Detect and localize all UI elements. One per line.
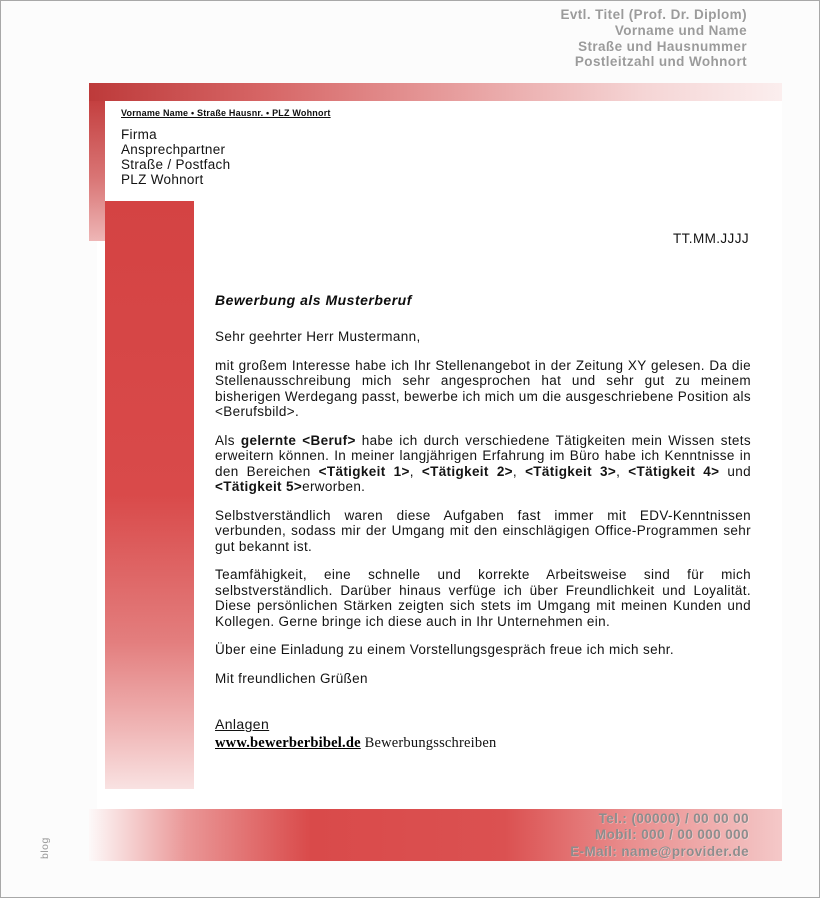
paragraph-text: habe ich durch verschiedene Tätigkeiten mein Wissen stets erweitern können. In meiner langjährigen Erfahrung im Büro habe ich Kenntnisse in den Bereichen — [215, 432, 751, 479]
date-placeholder: TT.MM.JJJJ — [673, 231, 749, 246]
paragraph-text: Als — [215, 432, 241, 448]
footer-gradient-bar — [89, 809, 782, 861]
closing-salutation: Mit freundlichen Grüßen — [215, 670, 368, 686]
footer-link-line — [215, 736, 751, 752]
link-suffix-text: Bewerbungsschreiben — [364, 734, 497, 751]
body-paragraph-5: Über eine Einladung zu einem Vorstellungsgespräch freue ich mich sehr. — [215, 642, 674, 657]
placeholder-taetigkeit-3: <Tätigkeit 3> — [525, 463, 617, 479]
paragraph-text: und — [719, 463, 751, 479]
letterhead-sender-block — [560, 7, 747, 70]
attachments-section — [215, 717, 751, 751]
placeholder-taetigkeit-4: <Tätigkeit 4> — [628, 463, 720, 479]
footer-phone: Tel.: (00000) / 00 00 00 — [598, 811, 749, 826]
bewerberbibel-link[interactable]: www.bewerberbibel.de — [215, 734, 361, 751]
side-gradient-bar — [105, 201, 194, 789]
body-paragraph-4: Teamfähigkeit, eine schnelle und korrekte Arbeitsweise sind für mich selbstverständlich. Darüber hinaus verfüge ich über Freundlichkeit und Loyalität. Diese persönlichen Stärken zeigten sich stets im Umgang mit meinen Kunden und Kollegen. Gerne bringe ich diese auch in Ihr Unternehmen ein. — [215, 567, 751, 629]
footer-email: E-Mail: name@provider.de — [570, 843, 749, 859]
paragraph-text: erworben. — [302, 479, 366, 494]
body-paragraph-3: Selbstverständlich waren diese Aufgaben fast immer mit EDV-Kenntnissen verbunden, sodass mir der Umgang mit den einschlägigen Office-Programmen sehr gut bekannt ist. — [215, 507, 751, 554]
body-paragraph-1: mit großem Interesse habe ich Ihr Stellenangebot in der Zeitung XY gelesen. Da die Stellenausschreibung mich sehr angesprochen hat und sehr gut zu meinem bisherigen Werdegang passt, bewerbe ich mich um die ausgeschriebene Position als <Berufsbild>. — [215, 357, 751, 419]
window-envelope-sender-line: Vorname Name • Straße Hausnr. • PLZ Wohnort — [121, 108, 331, 118]
letterhead-line-street: Straße und Hausnummer — [578, 38, 747, 54]
footer-contact-block — [570, 811, 749, 860]
footer-mobile: Mobil: 000 / 00 000 000 — [594, 827, 749, 843]
recipient-company: Firma — [121, 127, 157, 142]
paragraph-text: , — [512, 463, 526, 479]
left-accent-strip — [89, 101, 105, 241]
attachments-label: Anlagen — [215, 716, 270, 732]
letterhead-line-title: Evtl. Titel (Prof. Dr. Diplom) — [560, 7, 747, 22]
salutation: Sehr geehrter Herr Mustermann, — [215, 329, 421, 344]
placeholder-taetigkeit-2: <Tätigkeit 2> — [421, 463, 513, 479]
blog-watermark: blog — [39, 837, 51, 859]
recipient-city: PLZ Wohnort — [121, 171, 204, 187]
recipient-address-block — [121, 128, 230, 188]
placeholder-taetigkeit-5: <Tätigkeit 5> — [215, 479, 303, 494]
recipient-street: Straße / Postfach — [121, 156, 231, 172]
body-paragraph-2 — [215, 433, 751, 495]
paragraph-text: , — [616, 463, 629, 479]
letterhead-line-city: Postleitzahl und Wohnort — [574, 54, 747, 70]
placeholder-taetigkeit-1: <Tätigkeit 1> — [318, 463, 410, 479]
letter-body — [215, 329, 751, 751]
placeholder-beruf: gelernte <Beruf> — [240, 432, 356, 448]
top-gradient-bar — [89, 83, 782, 101]
paragraph-text: , — [409, 463, 422, 479]
subject-line: Bewerbung als Musterberuf — [215, 292, 412, 308]
recipient-contact-person: Ansprechpartner — [121, 141, 226, 157]
letterhead-line-name: Vorname und Name — [614, 22, 747, 38]
